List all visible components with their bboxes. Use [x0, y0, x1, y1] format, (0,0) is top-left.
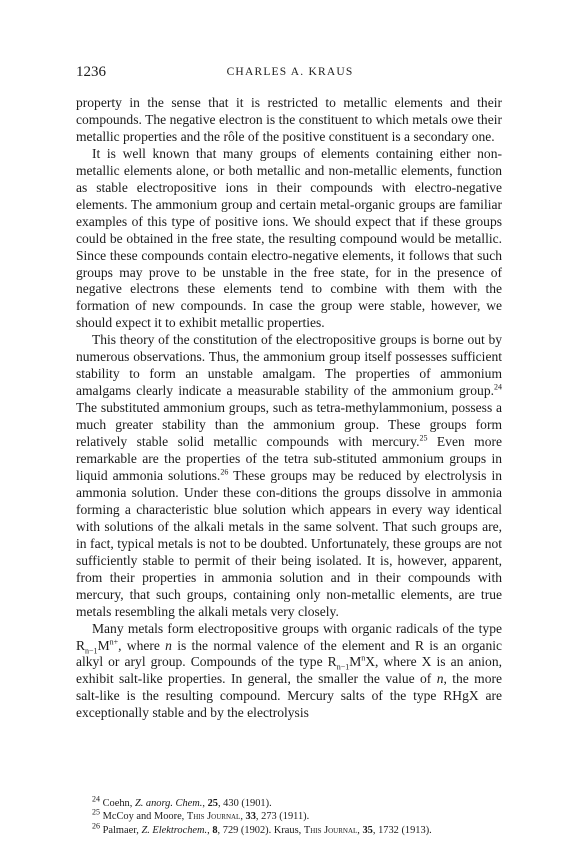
- formula-symbol: M: [349, 654, 362, 670]
- formula-superscript: n: [361, 653, 366, 663]
- paragraph-1: property in the sense that it is restricted to metallic elements and their compounds. The negative electron is the constituent to which metals owe their metallic properties and the rôle of the positive constituent is a secondary one.: [76, 95, 502, 144]
- paragraph-2: It is well known that many groups of elements containing either non-metallic elements alone, or both metallic and non-metallic elements, function as stable electropositive ions in their compounds with electro-negative elements. The ammonium group and certain metal-organic groups are familiar examples of this type of positive ions. We should expect that if these groups could be obtained in the free state, the resulting compound would be metallic. Since these compounds contain electro-negative elements, it follows that such groups may prove to be unstable in the free state, for in the presence of negative electrons these elements tend to combine with them with the formation of new compounds. In case the group were stable, however, we should expect it to exhibit metallic properties.: [76, 145, 502, 331]
- footnote-number: 26: [92, 821, 100, 831]
- footnote-separator: ,: [207, 824, 213, 836]
- running-head: CHARLES A. KRAUS: [226, 66, 354, 78]
- formula-symbol: M: [97, 637, 110, 653]
- footnote-25: [76, 807, 502, 823]
- variable-n: n: [436, 671, 444, 687]
- footnote-ref-25: 25: [419, 433, 428, 443]
- footnote-tail: , 430 (1901).: [217, 798, 272, 809]
- footnote-volume: 25: [207, 798, 218, 809]
- variable-n: n: [165, 637, 172, 653]
- paragraph-4-text-g: , the more salt-like is the resulting compound. Mercury salts of the type RHgX are exceptionally stable and by the electrolysis: [76, 671, 503, 721]
- page-number: 1236: [76, 64, 106, 80]
- formula-subscript: n−1: [336, 663, 350, 673]
- body-text: [76, 95, 502, 722]
- footnote-ref-24: 24: [494, 382, 502, 392]
- paragraph-4-text-f: X, where X is an anion, exhibit salt-like properties. In general, the smaller the value of: [76, 654, 502, 687]
- footnotes: [76, 794, 502, 837]
- paragraph-4-text-d: is the normal valence of the element and R is an organic alkyl or aryl group. Compounds of the type R: [76, 637, 502, 670]
- paragraph-3-text-d: These groups may be reduced by electrolysis in ammonia solution. Under these con-ditions the groups dissolve in ammonia forming a characteristic blue solution which appears in every way identical with solutions of the alkali metals in the same solvent. That such groups are, in fact, typical metals is not to be doubted. Unfortunately, these groups are not sufficiently stable to permit of their being isolated. It is, however, apparent, from their properties in ammonia solution and in their compounds with mercury, that such groups, containing only non-metallic elements, are true metals resembling the alkali metals very closely.: [76, 467, 502, 619]
- footnote-26: [76, 821, 502, 837]
- footnote-24: [76, 794, 502, 810]
- footnote-tail: , 273 (1911).: [255, 811, 310, 823]
- footnote-author: McCoy and Moore,: [102, 811, 187, 823]
- footnote-journal-2: This Journal: [303, 824, 358, 836]
- paragraph-4-text-a: Many metals form electropositive groups with organic radicals of the type R: [76, 620, 502, 653]
- footnote-volume: 8: [212, 824, 218, 836]
- footnote-tail-2: , 1732 (1913).: [372, 824, 432, 836]
- formula-subscript: n−1: [85, 646, 98, 656]
- paragraph-3: [76, 332, 502, 620]
- footnote-author: Coehn,: [102, 798, 135, 809]
- paragraph-4: [76, 621, 502, 723]
- footnote-separator: ,: [240, 811, 246, 823]
- footnote-number: 24: [92, 794, 100, 804]
- paragraph-3-text-b: The substituted ammonium groups, such as tetra-methylammonium, possess a much greater stability than the ammonium group. These groups form relatively stable solid metallic compounds with mercury.: [76, 400, 502, 450]
- footnote-journal: Z. Elektrochem.: [141, 824, 208, 836]
- formula-superscript: n+: [109, 636, 119, 646]
- paragraph-4-text-c: , where: [118, 637, 166, 653]
- footnote-ref-26: 26: [220, 467, 229, 477]
- page-header: [76, 64, 504, 82]
- footnote-number: 25: [92, 807, 100, 817]
- paragraph-3-text-c: Even more remarkable are the properties of the tetra sub-stituted ammonium groups in liquid ammonia solutions.: [76, 434, 502, 483]
- paragraph-3-text-a: This theory of the constitution of the electropositive groups is borne out by numerous observations. Thus, the ammonium group itself possesses sufficient stability to form an unstable amalgam. The properties of ammonium amalgams clearly indicate a measurable stability of the ammonium group.: [76, 332, 502, 399]
- footnote-separator: ,: [357, 824, 363, 836]
- footnote-separator: ,: [202, 798, 208, 809]
- footnote-journal: Z. anorg. Chem.: [134, 798, 203, 809]
- footnote-volume-2: 35: [362, 824, 373, 836]
- footnote-journal: This Journal: [186, 811, 241, 823]
- footnote-tail: , 729 (1902). Kraus,: [217, 824, 304, 836]
- footnote-author: Palmaer,: [102, 824, 142, 836]
- footnote-volume: 33: [245, 811, 256, 823]
